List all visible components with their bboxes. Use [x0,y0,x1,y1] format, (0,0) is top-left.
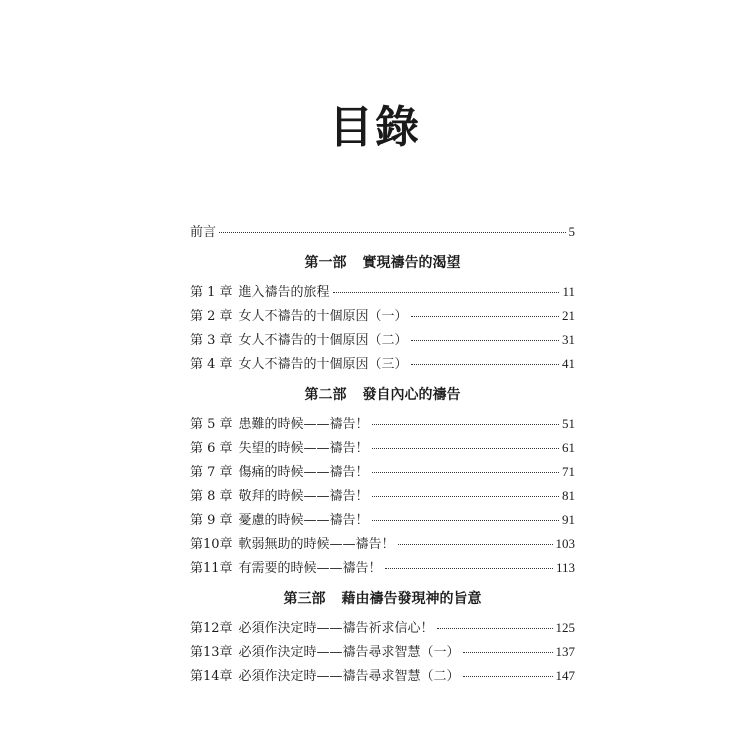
page-number: 91 [562,512,575,527]
dot-leader [372,495,559,497]
page-number: 41 [562,356,575,371]
dot-leader [411,339,559,341]
toc-entry[interactable] [190,640,575,664]
dot-leader [219,231,565,233]
part-heading-2 [190,380,575,410]
entry-title: 女人不禱告的十個原因（一） [238,309,408,324]
page-number: 5 [568,224,575,239]
toc-entry-preface[interactable] [190,220,575,244]
entry-title: 失望的時候——禱告！ [238,441,369,456]
part-title: 發自內心的禱告 [362,387,461,403]
entry-title: 傷痛的時候——禱告！ [238,465,369,480]
chapter-number: 第 3 章 [190,333,233,348]
page-number: 51 [562,416,575,431]
dot-leader [372,519,559,521]
toc-entry[interactable] [190,484,575,508]
page-number: 21 [562,308,575,323]
part-heading-1 [190,248,575,278]
chapter-number: 第 2 章 [190,309,233,324]
dot-leader [385,567,553,569]
page-number: 113 [555,560,575,575]
toc-entry[interactable] [190,532,575,556]
dot-leader [372,423,559,425]
entry-title: 進入禱告的旅程 [238,285,330,300]
entry-title: 女人不禱告的十個原因（三） [238,357,408,372]
page-number: 103 [555,536,575,551]
chapter-number: 第 5 章 [190,417,233,432]
page-number: 137 [555,644,575,659]
entry-title: 軟弱無助的時候——禱告！ [238,537,395,552]
toc-entry[interactable] [190,412,575,436]
chapter-number: 第 1 章 [190,285,233,300]
chapter-number: 第 9 章 [190,513,233,528]
part-number: 第二部 [304,387,347,403]
toc-entry[interactable] [190,460,575,484]
entry-title: 必須作決定時——禱告祈求信心！ [238,621,434,636]
chapter-number: 第 7 章 [190,465,233,480]
toc-entry[interactable] [190,304,575,328]
part-number: 第一部 [304,255,347,271]
page-title: 目錄 [329,102,421,153]
chapter-number: 第 8 章 [190,489,233,504]
entry-title: 必須作決定時——禱告尋求智慧（二） [238,669,460,684]
chapter-number: 第14章 [190,669,233,684]
part-number: 第三部 [283,591,326,607]
toc-entry[interactable] [190,352,575,376]
entry-title: 有需要的時候——禱告！ [238,561,382,576]
chapter-number: 第11章 [190,561,233,576]
toc-entry[interactable] [190,328,575,352]
chapter-number: 第 6 章 [190,441,233,456]
page-number: 71 [562,464,575,479]
entry-title: 前言 [190,225,217,240]
toc-entry[interactable] [190,664,575,688]
table-of-contents [190,220,575,688]
entry-title: 必須作決定時——禱告尋求智慧（一） [238,645,460,660]
chapter-number: 第 4 章 [190,357,233,372]
entry-title: 女人不禱告的十個原因（二） [238,333,408,348]
dot-leader [333,291,560,293]
toc-entry[interactable] [190,616,575,640]
part-title: 藉由禱告發現神的旨意 [341,591,482,607]
dot-leader [463,651,553,653]
dot-leader [411,315,559,317]
page-number: 31 [562,332,575,347]
chapter-number: 第12章 [190,621,233,636]
dot-leader [372,471,559,473]
dot-leader [411,363,559,365]
dot-leader [398,543,553,545]
part-title: 實現禱告的渴望 [362,255,461,271]
page-number: 147 [555,668,575,683]
entry-title: 憂慮的時候——禱告！ [238,513,369,528]
toc-entry[interactable] [190,508,575,532]
entry-title: 敬拜的時候——禱告！ [238,489,369,504]
toc-entry[interactable] [190,556,575,580]
page-number: 11 [562,284,575,299]
dot-leader [437,627,553,629]
dot-leader [463,675,553,677]
page-number: 61 [562,440,575,455]
page-number: 81 [562,488,575,503]
part-heading-3 [190,584,575,614]
chapter-number: 第10章 [190,537,233,552]
chapter-number: 第13章 [190,645,233,660]
toc-entry[interactable] [190,436,575,460]
page-number: 125 [555,620,575,635]
dot-leader [372,447,559,449]
entry-title: 患難的時候——禱告！ [238,417,369,432]
toc-entry[interactable] [190,280,575,304]
